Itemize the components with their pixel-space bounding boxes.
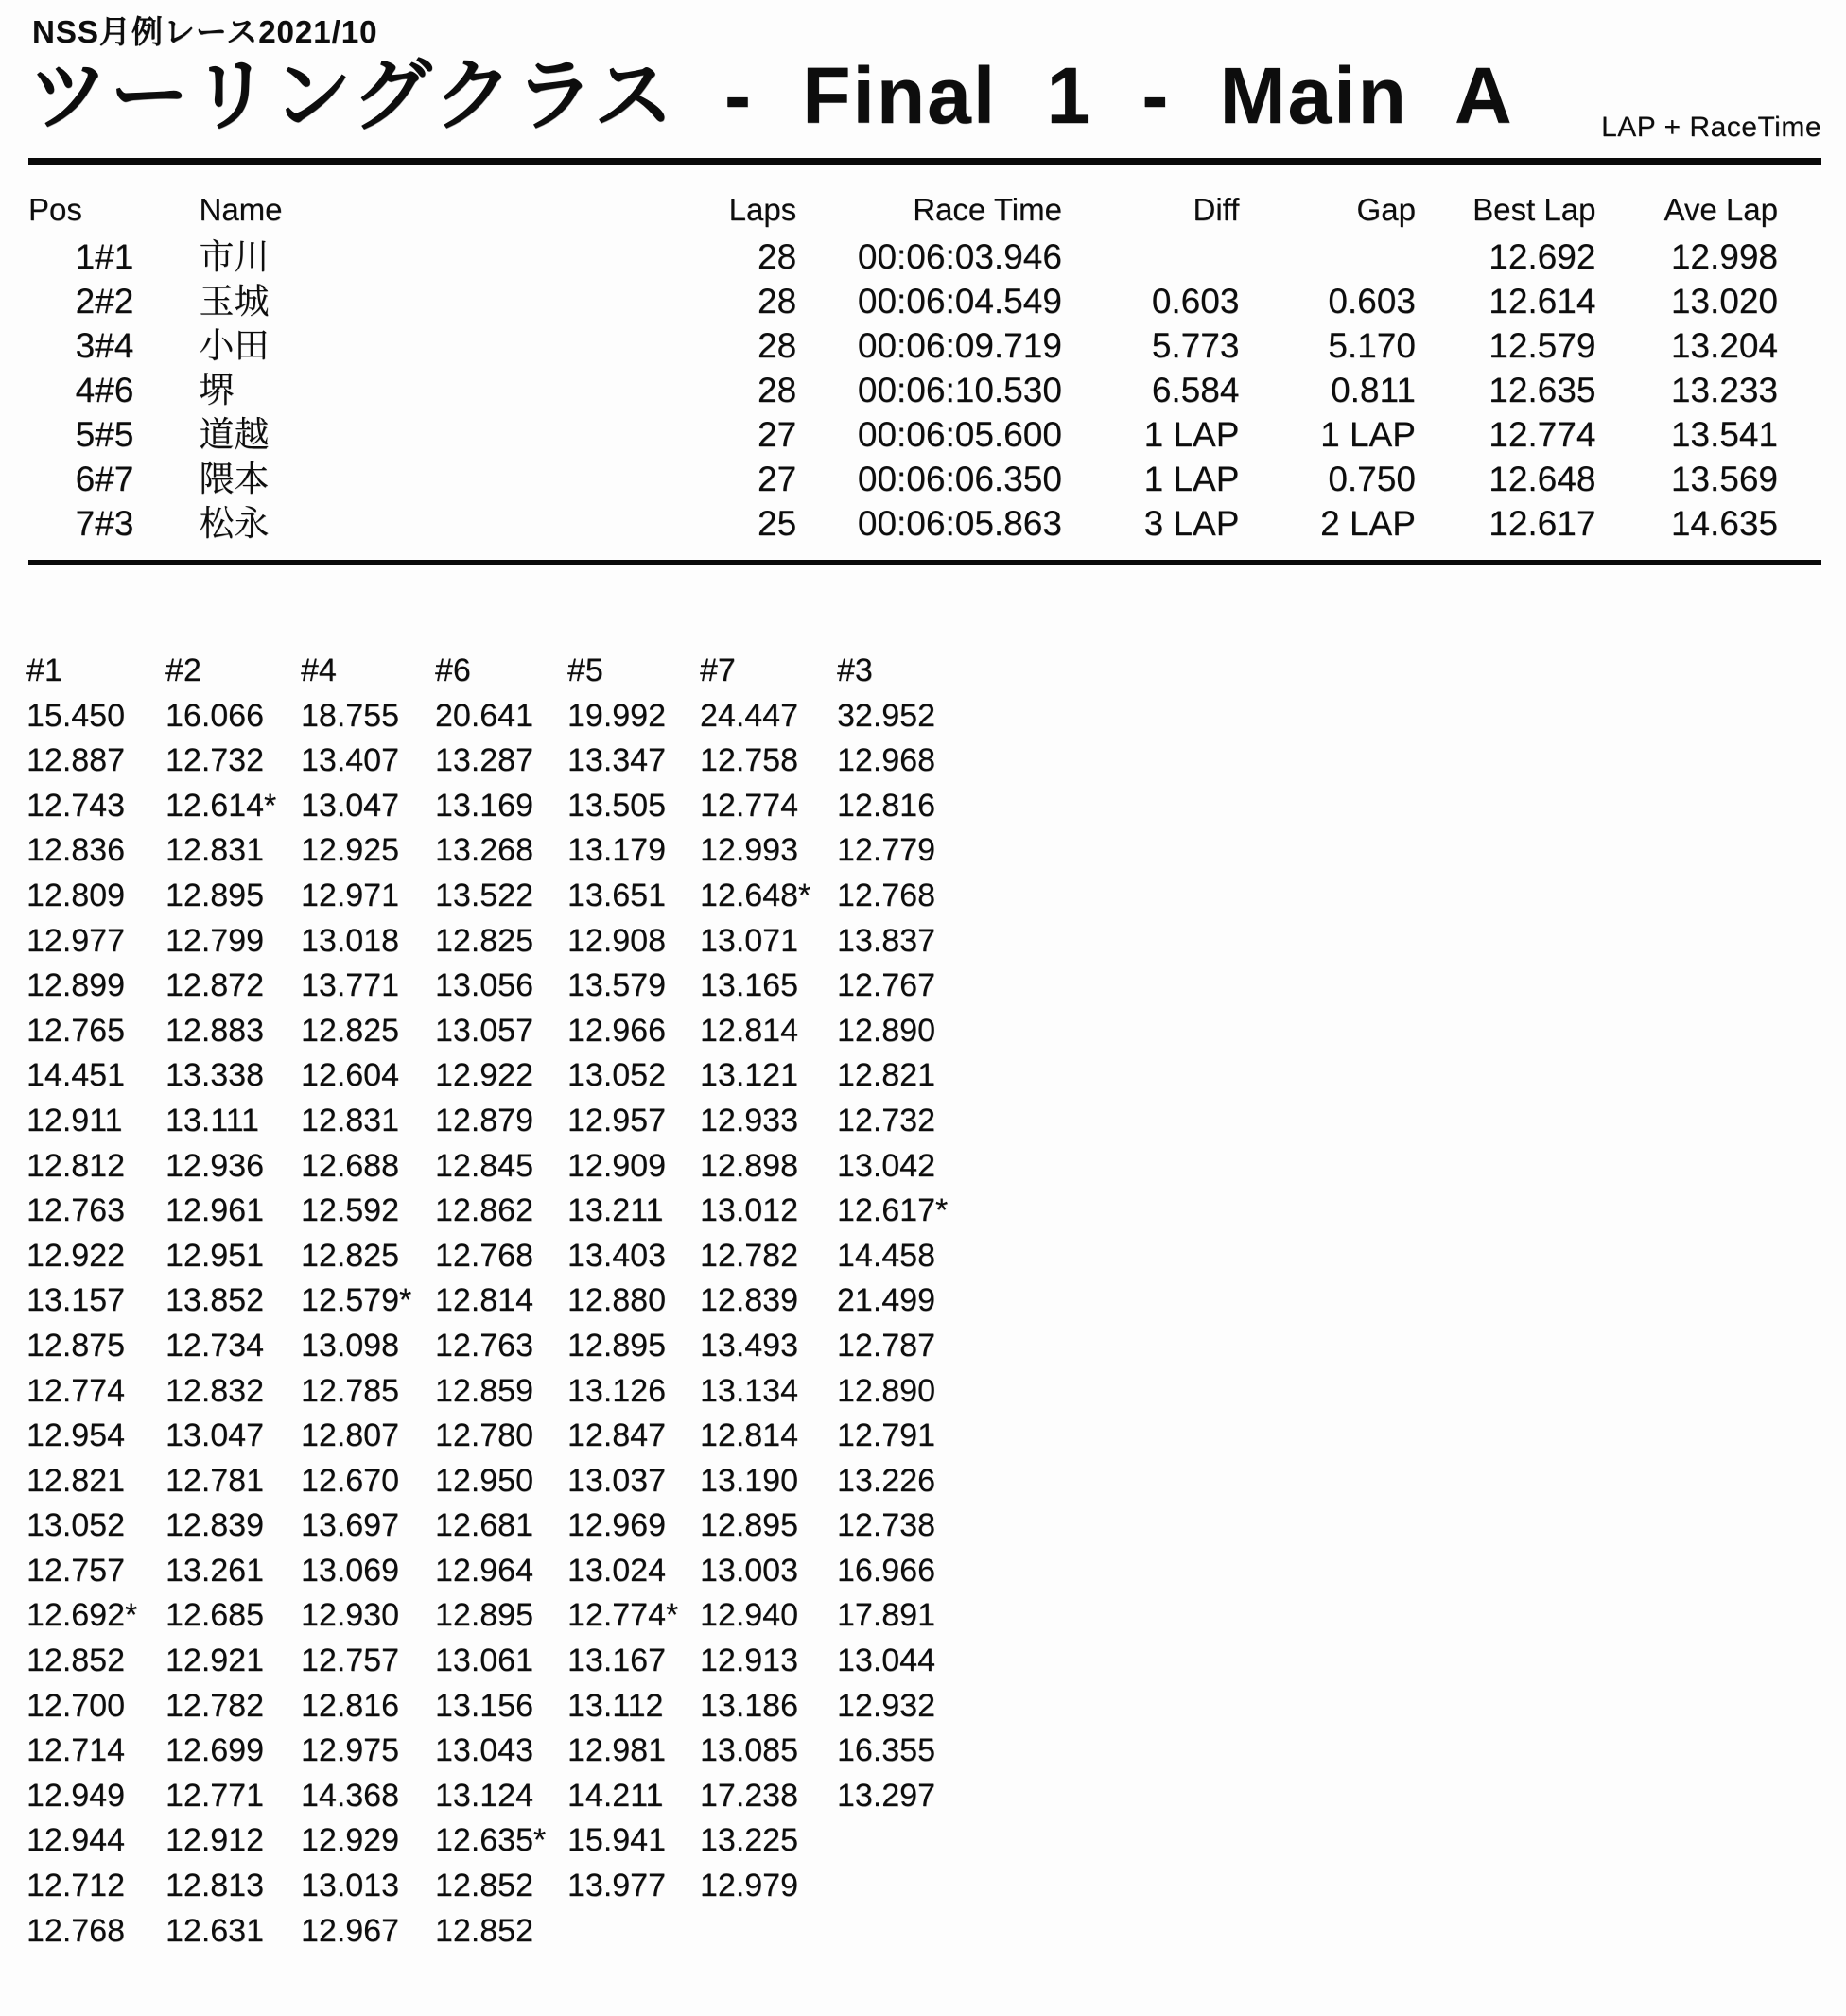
col-header-bestlap: Best Lap xyxy=(1472,192,1596,227)
result-cell-pos: 3 xyxy=(75,326,96,365)
result-cell-laps: 27 xyxy=(758,415,797,454)
lap-time-cell xyxy=(700,1909,837,1955)
lap-time-cell: 12.912 xyxy=(165,1822,264,1859)
lap-time-cell: 13.169 xyxy=(435,787,533,824)
lap-time-cell: 13.268 xyxy=(435,832,533,869)
lap-time-cell: 12.911 xyxy=(26,1102,123,1138)
lap-time-cell: 12.913 xyxy=(700,1642,798,1679)
lap-time-cell: 12.732 xyxy=(837,1102,935,1138)
lap-time-cell: 12.825 xyxy=(301,1237,399,1274)
lap-time-cell: 12.925 xyxy=(301,832,399,869)
lap-time-cell: 12.957 xyxy=(567,1102,666,1138)
lap-time-cell: 17.891 xyxy=(837,1597,935,1634)
lap-time-cell: 12.614* xyxy=(165,787,277,824)
result-row xyxy=(28,368,1778,412)
event-subtitle: NSS月例レース2021/10 xyxy=(32,14,378,49)
lap-time-cell: 14.211 xyxy=(567,1777,664,1814)
lap-time-cell: 12.936 xyxy=(165,1147,264,1184)
lap-time-cell: 12.825 xyxy=(435,922,533,959)
lap-time-cell: 13.522 xyxy=(435,877,533,913)
lap-time-cell: 13.121 xyxy=(700,1057,798,1094)
lap-time-cell: 12.732 xyxy=(165,742,264,779)
lap-time-cell: 13.098 xyxy=(301,1327,399,1364)
lap-time-cell: 15.941 xyxy=(567,1822,666,1859)
lap-time-cell: 12.765 xyxy=(26,1012,125,1049)
lap-time-cell xyxy=(837,1864,979,1909)
lap-time-cell: 12.681 xyxy=(435,1507,533,1544)
lap-time-cell: 12.921 xyxy=(165,1642,264,1679)
lap-time-cell: 12.922 xyxy=(26,1237,125,1274)
lap-time-cell: 12.852 xyxy=(435,1868,533,1904)
lap-time-cell: 12.852 xyxy=(435,1912,533,1949)
lap-time-cell: 12.852 xyxy=(26,1642,125,1679)
lap-time-cell: 12.909 xyxy=(567,1147,666,1184)
lap-time-cell: 13.347 xyxy=(567,742,666,779)
lap-time-cell: 12.839 xyxy=(700,1282,798,1319)
lap-time-cell: 12.767 xyxy=(837,967,935,1004)
lap-time-cell: 12.758 xyxy=(700,742,798,779)
lap-time-cell: 12.779 xyxy=(837,832,935,869)
result-row xyxy=(28,235,1778,279)
lap-time-cell: 13.112 xyxy=(567,1687,664,1724)
result-row xyxy=(28,412,1778,457)
lap-time-cell: 12.604 xyxy=(301,1057,399,1094)
result-cell-best_lap: 12.635 xyxy=(1489,371,1596,409)
lap-time-cell: 12.763 xyxy=(26,1192,125,1229)
lap-time-cell: 12.895 xyxy=(700,1507,798,1544)
result-cell-name: 道越 xyxy=(199,415,270,454)
horizontal-rule-bottom xyxy=(28,560,1821,565)
lap-time-cell: 12.950 xyxy=(435,1462,533,1499)
lap-time-cell: 12.787 xyxy=(837,1327,935,1364)
lap-time-cell: 32.952 xyxy=(837,697,935,734)
lap-time-cell: 13.061 xyxy=(435,1642,533,1679)
lap-time-cell: 13.403 xyxy=(567,1237,666,1274)
lap-time-cell: 12.880 xyxy=(567,1282,666,1319)
lap-time-cell: 13.407 xyxy=(301,742,399,779)
lap-time-cell: 13.018 xyxy=(301,922,399,959)
lap-time-cell: 12.699 xyxy=(165,1732,264,1769)
lap-time-cell: 13.056 xyxy=(435,967,533,1004)
lap-time-cell: 13.156 xyxy=(435,1687,533,1724)
result-cell-race_time: 00:06:10.530 xyxy=(857,371,1062,409)
lap-time-cell: 12.714 xyxy=(26,1732,125,1769)
lap-time-cell: 12.757 xyxy=(301,1642,399,1679)
lap-time-cell: 13.771 xyxy=(301,967,399,1004)
lap-col-header: #2 xyxy=(165,652,201,688)
lap-time-cell: 12.821 xyxy=(837,1057,935,1094)
result-cell-diff: 0.603 xyxy=(1151,282,1240,321)
lap-time-cell xyxy=(837,1818,979,1864)
lap-col-header: #5 xyxy=(567,652,603,688)
result-cell-diff: 5.773 xyxy=(1151,326,1240,365)
result-cell-laps: 28 xyxy=(758,371,797,409)
lap-time-cell: 13.493 xyxy=(700,1327,798,1364)
result-cell-ave_lap: 12.998 xyxy=(1670,237,1778,276)
lap-time-cell: 12.993 xyxy=(700,832,798,869)
lap-time-cell: 17.238 xyxy=(700,1777,798,1814)
lap-time-cell: 12.899 xyxy=(26,967,125,1004)
col-header-diff: Diff xyxy=(1193,192,1240,227)
lap-time-cell: 18.755 xyxy=(301,697,399,734)
lap-time-cell: 12.812 xyxy=(26,1147,125,1184)
lap-time-cell: 13.651 xyxy=(567,877,666,913)
lap-time-cell: 12.700 xyxy=(26,1687,125,1724)
lap-time-cell: 13.297 xyxy=(837,1777,935,1814)
lap-time-cell: 12.774 xyxy=(700,787,798,824)
lap-time-cell: 12.922 xyxy=(435,1057,533,1094)
result-cell-laps: 28 xyxy=(758,282,797,321)
lap-time-cell: 13.505 xyxy=(567,787,666,824)
lap-time-cell: 12.807 xyxy=(301,1417,399,1454)
lap-time-cell: 13.044 xyxy=(837,1642,935,1679)
lap-time-cell: 13.157 xyxy=(26,1282,125,1319)
result-row xyxy=(28,323,1778,368)
lap-time-cell: 12.768 xyxy=(837,877,935,913)
result-cell-name: 隈本 xyxy=(199,460,270,498)
result-cell-race_time: 00:06:03.946 xyxy=(857,237,1062,276)
lap-time-cell: 12.774 xyxy=(26,1372,125,1409)
lap-time-cell: 12.791 xyxy=(837,1417,935,1454)
lap-time-cell: 13.179 xyxy=(567,832,666,869)
col-header-laps: Laps xyxy=(728,192,797,227)
lap-time-cell: 12.738 xyxy=(837,1507,935,1544)
lap-time-cell: 12.967 xyxy=(301,1912,399,1949)
lap-time-cell: 13.042 xyxy=(837,1147,935,1184)
lap-time-cell: 12.895 xyxy=(567,1327,666,1364)
result-cell-laps: 27 xyxy=(758,460,797,498)
col-header-avelap: Ave Lap xyxy=(1663,192,1778,227)
lap-time-cell: 13.124 xyxy=(435,1777,533,1814)
lap-time-cell: 12.898 xyxy=(700,1147,798,1184)
lap-time-cell: 12.847 xyxy=(567,1417,666,1454)
lap-time-cell: 13.047 xyxy=(301,787,399,824)
lap-time-cell: 12.968 xyxy=(837,742,935,779)
lap-time-cell: 12.887 xyxy=(26,742,125,779)
result-cell-car: #1 xyxy=(95,237,134,276)
timing-mode-note: LAP + RaceTime xyxy=(1601,112,1821,143)
result-cell-car: #4 xyxy=(95,326,134,365)
lap-time-cell: 16.966 xyxy=(837,1552,935,1589)
lap-time-cell: 12.774* xyxy=(567,1597,679,1634)
lap-time-cell xyxy=(837,1909,979,1955)
lap-time-cell: 13.126 xyxy=(567,1372,666,1409)
lap-time-cell: 12.977 xyxy=(26,922,125,959)
lap-time-cell: 12.875 xyxy=(26,1327,125,1364)
lap-col-header: #3 xyxy=(837,652,873,688)
lap-time-cell: 13.047 xyxy=(165,1417,264,1454)
result-cell-ave_lap: 13.569 xyxy=(1670,460,1778,498)
result-cell-best_lap: 12.648 xyxy=(1489,460,1596,498)
lap-time-cell: 13.167 xyxy=(567,1642,666,1679)
lap-time-cell: 20.641 xyxy=(435,697,533,734)
result-cell-car: #3 xyxy=(95,504,134,543)
lap-time-cell: 12.964 xyxy=(435,1552,533,1589)
lap-time-cell: 13.071 xyxy=(700,922,798,959)
lap-time-cell: 12.635* xyxy=(435,1822,547,1859)
result-cell-car: #6 xyxy=(95,371,134,409)
lap-time-cell: 16.355 xyxy=(837,1732,935,1769)
result-cell-pos: 7 xyxy=(75,504,96,543)
lap-time-cell: 12.768 xyxy=(26,1912,125,1949)
lap-time-cell: 13.338 xyxy=(165,1057,264,1094)
result-cell-race_time: 00:06:05.863 xyxy=(857,504,1062,543)
lap-time-cell: 13.579 xyxy=(567,967,666,1004)
lap-time-cell: 12.929 xyxy=(301,1822,399,1859)
lap-time-cell: 12.839 xyxy=(165,1507,264,1544)
col-header-gap: Gap xyxy=(1356,192,1416,227)
result-cell-name: 小田 xyxy=(199,326,270,365)
lap-time-cell: 12.862 xyxy=(435,1192,533,1229)
result-cell-diff: 6.584 xyxy=(1151,371,1240,409)
lap-time-cell: 12.743 xyxy=(26,787,125,824)
lap-time-cell: 12.961 xyxy=(165,1192,264,1229)
lap-time-cell: 12.771 xyxy=(165,1777,264,1814)
col-header-name: Name xyxy=(199,192,283,227)
lap-time-cell: 12.966 xyxy=(567,1012,666,1049)
lap-col-header: #6 xyxy=(435,652,471,688)
lap-time-cell: 13.003 xyxy=(700,1552,798,1589)
lap-time-cell: 13.211 xyxy=(567,1192,664,1229)
lap-time-cell: 12.813 xyxy=(165,1868,264,1904)
lap-time-cell: 12.836 xyxy=(26,832,125,869)
lap-time-cell xyxy=(567,1909,700,1955)
lap-time-cell: 12.763 xyxy=(435,1327,533,1364)
lap-time-cell: 14.458 xyxy=(837,1237,935,1274)
lap-time-cell: 12.949 xyxy=(26,1777,125,1814)
horizontal-rule-top xyxy=(28,158,1821,165)
result-cell-gap: 0.750 xyxy=(1328,460,1416,498)
result-cell-laps: 28 xyxy=(758,326,797,365)
result-cell-pos: 1 xyxy=(75,237,96,276)
lap-time-cell: 12.757 xyxy=(26,1552,125,1589)
lap-time-cell: 12.814 xyxy=(435,1282,533,1319)
lap-time-cell: 15.450 xyxy=(26,697,125,734)
result-cell-diff xyxy=(1062,235,1240,279)
lap-time-cell: 13.012 xyxy=(700,1192,798,1229)
result-cell-gap: 2 LAP xyxy=(1320,504,1416,543)
result-cell-name: 市川 xyxy=(199,237,270,276)
lap-times-grid xyxy=(26,649,979,1954)
lap-time-cell: 19.992 xyxy=(567,697,666,734)
lap-time-cell: 13.852 xyxy=(165,1282,264,1319)
lap-time-cell: 12.809 xyxy=(26,877,125,913)
lap-time-cell: 12.895 xyxy=(435,1597,533,1634)
col-header-racetime: Race Time xyxy=(913,192,1062,227)
results-header-row xyxy=(28,185,1778,235)
result-cell-ave_lap: 13.204 xyxy=(1670,326,1778,365)
lap-time-cell: 13.069 xyxy=(301,1552,399,1589)
lap-time-cell: 12.781 xyxy=(165,1462,264,1499)
lap-time-cell: 12.981 xyxy=(567,1732,666,1769)
lap-time-cell: 12.648* xyxy=(700,877,811,913)
lap-time-cell: 13.977 xyxy=(567,1868,666,1904)
lap-time-cell: 12.734 xyxy=(165,1327,264,1364)
lap-time-cell: 12.883 xyxy=(165,1012,264,1049)
lap-time-cell: 12.832 xyxy=(165,1372,264,1409)
result-row xyxy=(28,279,1778,323)
result-cell-pos: 5 xyxy=(75,415,96,454)
lap-time-cell: 12.712 xyxy=(26,1868,125,1904)
result-cell-car: #7 xyxy=(95,460,134,498)
result-cell-ave_lap: 13.233 xyxy=(1670,371,1778,409)
result-cell-best_lap: 12.579 xyxy=(1489,326,1596,365)
result-cell-race_time: 00:06:05.600 xyxy=(857,415,1062,454)
lap-time-cell: 12.768 xyxy=(435,1237,533,1274)
lap-time-cell: 13.837 xyxy=(837,922,935,959)
result-cell-gap: 5.170 xyxy=(1328,326,1416,365)
lap-time-cell: 13.225 xyxy=(700,1822,798,1859)
lap-time-cell: 13.261 xyxy=(165,1552,264,1589)
results-table xyxy=(28,185,1778,546)
col-header-pos: Pos xyxy=(28,192,82,227)
lap-time-cell: 13.037 xyxy=(567,1462,666,1499)
result-cell-car: #2 xyxy=(95,282,134,321)
col-header-car xyxy=(95,185,199,235)
lap-time-cell: 12.782 xyxy=(700,1237,798,1274)
lap-time-cell: 14.451 xyxy=(26,1057,125,1094)
result-cell-name: 松永 xyxy=(199,504,270,543)
lap-time-cell: 12.969 xyxy=(567,1507,666,1544)
lap-time-cell: 12.930 xyxy=(301,1597,399,1634)
lap-time-cell: 12.895 xyxy=(165,877,264,913)
result-cell-name: 玉城 xyxy=(199,282,270,321)
result-cell-diff: 3 LAP xyxy=(1143,504,1240,543)
lap-col-header: #7 xyxy=(700,652,736,688)
result-cell-pos: 4 xyxy=(75,371,96,409)
lap-time-cell: 12.975 xyxy=(301,1732,399,1769)
lap-time-cell: 12.799 xyxy=(165,922,264,959)
result-cell-ave_lap: 14.635 xyxy=(1670,504,1778,543)
lap-time-cell: 12.780 xyxy=(435,1417,533,1454)
lap-time-cell: 12.816 xyxy=(301,1687,399,1724)
results-body xyxy=(28,235,1778,546)
lap-time-cell: 12.879 xyxy=(435,1102,533,1138)
result-cell-laps: 28 xyxy=(758,237,797,276)
lap-col-header: #1 xyxy=(26,652,62,688)
lap-time-cell: 12.814 xyxy=(700,1012,798,1049)
lap-time-cell: 13.226 xyxy=(837,1462,935,1499)
result-cell-best_lap: 12.614 xyxy=(1489,282,1596,321)
lap-time-cell: 13.287 xyxy=(435,742,533,779)
result-cell-race_time: 00:06:04.549 xyxy=(857,282,1062,321)
lap-time-cell: 13.134 xyxy=(700,1372,798,1409)
result-cell-gap xyxy=(1239,235,1416,279)
lap-time-cell: 12.631 xyxy=(165,1912,264,1949)
lap-time-cell: 12.816 xyxy=(837,787,935,824)
lap-time-cell: 12.831 xyxy=(301,1102,399,1138)
lap-time-cell: 12.685 xyxy=(165,1597,264,1634)
lap-time-cell: 12.825 xyxy=(301,1012,399,1049)
result-cell-pos: 2 xyxy=(75,282,96,321)
lap-time-cell: 12.872 xyxy=(165,967,264,1004)
lap-time-cell: 12.859 xyxy=(435,1372,533,1409)
lap-time-cell: 13.057 xyxy=(435,1012,533,1049)
lap-time-cell: 13.186 xyxy=(700,1687,798,1724)
lap-time-cell: 13.052 xyxy=(26,1507,125,1544)
lap-time-cell: 13.013 xyxy=(301,1868,399,1904)
result-cell-diff: 1 LAP xyxy=(1143,460,1240,498)
lap-time-cell: 13.024 xyxy=(567,1552,666,1589)
lap-time-cell: 13.111 xyxy=(165,1102,259,1138)
lap-time-cell: 13.165 xyxy=(700,967,798,1004)
result-cell-ave_lap: 13.541 xyxy=(1670,415,1778,454)
lap-time-cell: 12.890 xyxy=(837,1012,935,1049)
lap-time-cell: 12.831 xyxy=(165,832,264,869)
result-cell-ave_lap: 13.020 xyxy=(1670,282,1778,321)
lap-time-cell: 12.932 xyxy=(837,1687,935,1724)
lap-time-cell: 16.066 xyxy=(165,697,264,734)
lap-time-cell: 12.908 xyxy=(567,922,666,959)
lap-time-cell: 13.190 xyxy=(700,1462,798,1499)
result-cell-best_lap: 12.692 xyxy=(1489,237,1596,276)
lap-time-cell: 12.845 xyxy=(435,1147,533,1184)
lap-time-cell: 12.579* xyxy=(301,1282,412,1319)
lap-time-cell: 12.617* xyxy=(837,1192,949,1229)
lap-time-cell: 12.688 xyxy=(301,1147,399,1184)
lap-time-cell: 12.951 xyxy=(165,1237,264,1274)
result-cell-gap: 0.603 xyxy=(1328,282,1416,321)
result-cell-race_time: 00:06:06.350 xyxy=(857,460,1062,498)
result-cell-name: 堺 xyxy=(199,371,235,409)
lap-time-cell: 12.692* xyxy=(26,1597,138,1634)
result-cell-diff: 1 LAP xyxy=(1143,415,1240,454)
lap-time-cell: 13.052 xyxy=(567,1057,666,1094)
lap-time-cell: 12.592 xyxy=(301,1192,399,1229)
result-cell-laps: 25 xyxy=(758,504,797,543)
lap-time-cell: 12.782 xyxy=(165,1687,264,1724)
result-cell-gap: 1 LAP xyxy=(1320,415,1416,454)
result-cell-car: #5 xyxy=(95,415,134,454)
lap-time-cell: 12.821 xyxy=(26,1462,125,1499)
result-row xyxy=(28,457,1778,501)
lap-time-cell: 24.447 xyxy=(700,697,798,734)
result-cell-gap: 0.811 xyxy=(1331,371,1416,409)
lap-time-cell: 12.785 xyxy=(301,1372,399,1409)
lap-time-cell: 12.940 xyxy=(700,1597,798,1634)
lap-time-cell: 12.944 xyxy=(26,1822,125,1859)
lap-time-cell: 12.933 xyxy=(700,1102,798,1138)
lap-time-cell: 21.499 xyxy=(837,1282,935,1319)
lap-time-cell: 12.954 xyxy=(26,1417,125,1454)
result-cell-best_lap: 12.774 xyxy=(1489,415,1596,454)
page-title: ツーリングクラス - Final 1 - Main A xyxy=(28,51,1514,140)
lap-time-cell: 12.979 xyxy=(700,1868,798,1904)
lap-time-cell: 14.368 xyxy=(301,1777,399,1814)
lap-time-cell: 12.670 xyxy=(301,1462,399,1499)
result-cell-pos: 6 xyxy=(75,460,96,498)
lap-time-cell: 12.890 xyxy=(837,1372,935,1409)
result-row xyxy=(28,501,1778,546)
result-cell-race_time: 00:06:09.719 xyxy=(857,326,1062,365)
lap-time-cell: 12.814 xyxy=(700,1417,798,1454)
lap-time-cell: 12.971 xyxy=(301,877,399,913)
lap-col-header: #4 xyxy=(301,652,337,688)
lap-time-cell: 13.043 xyxy=(435,1732,533,1769)
lap-time-cell: 13.697 xyxy=(301,1507,399,1544)
lap-time-cell: 13.085 xyxy=(700,1732,798,1769)
result-cell-best_lap: 12.617 xyxy=(1489,504,1596,543)
